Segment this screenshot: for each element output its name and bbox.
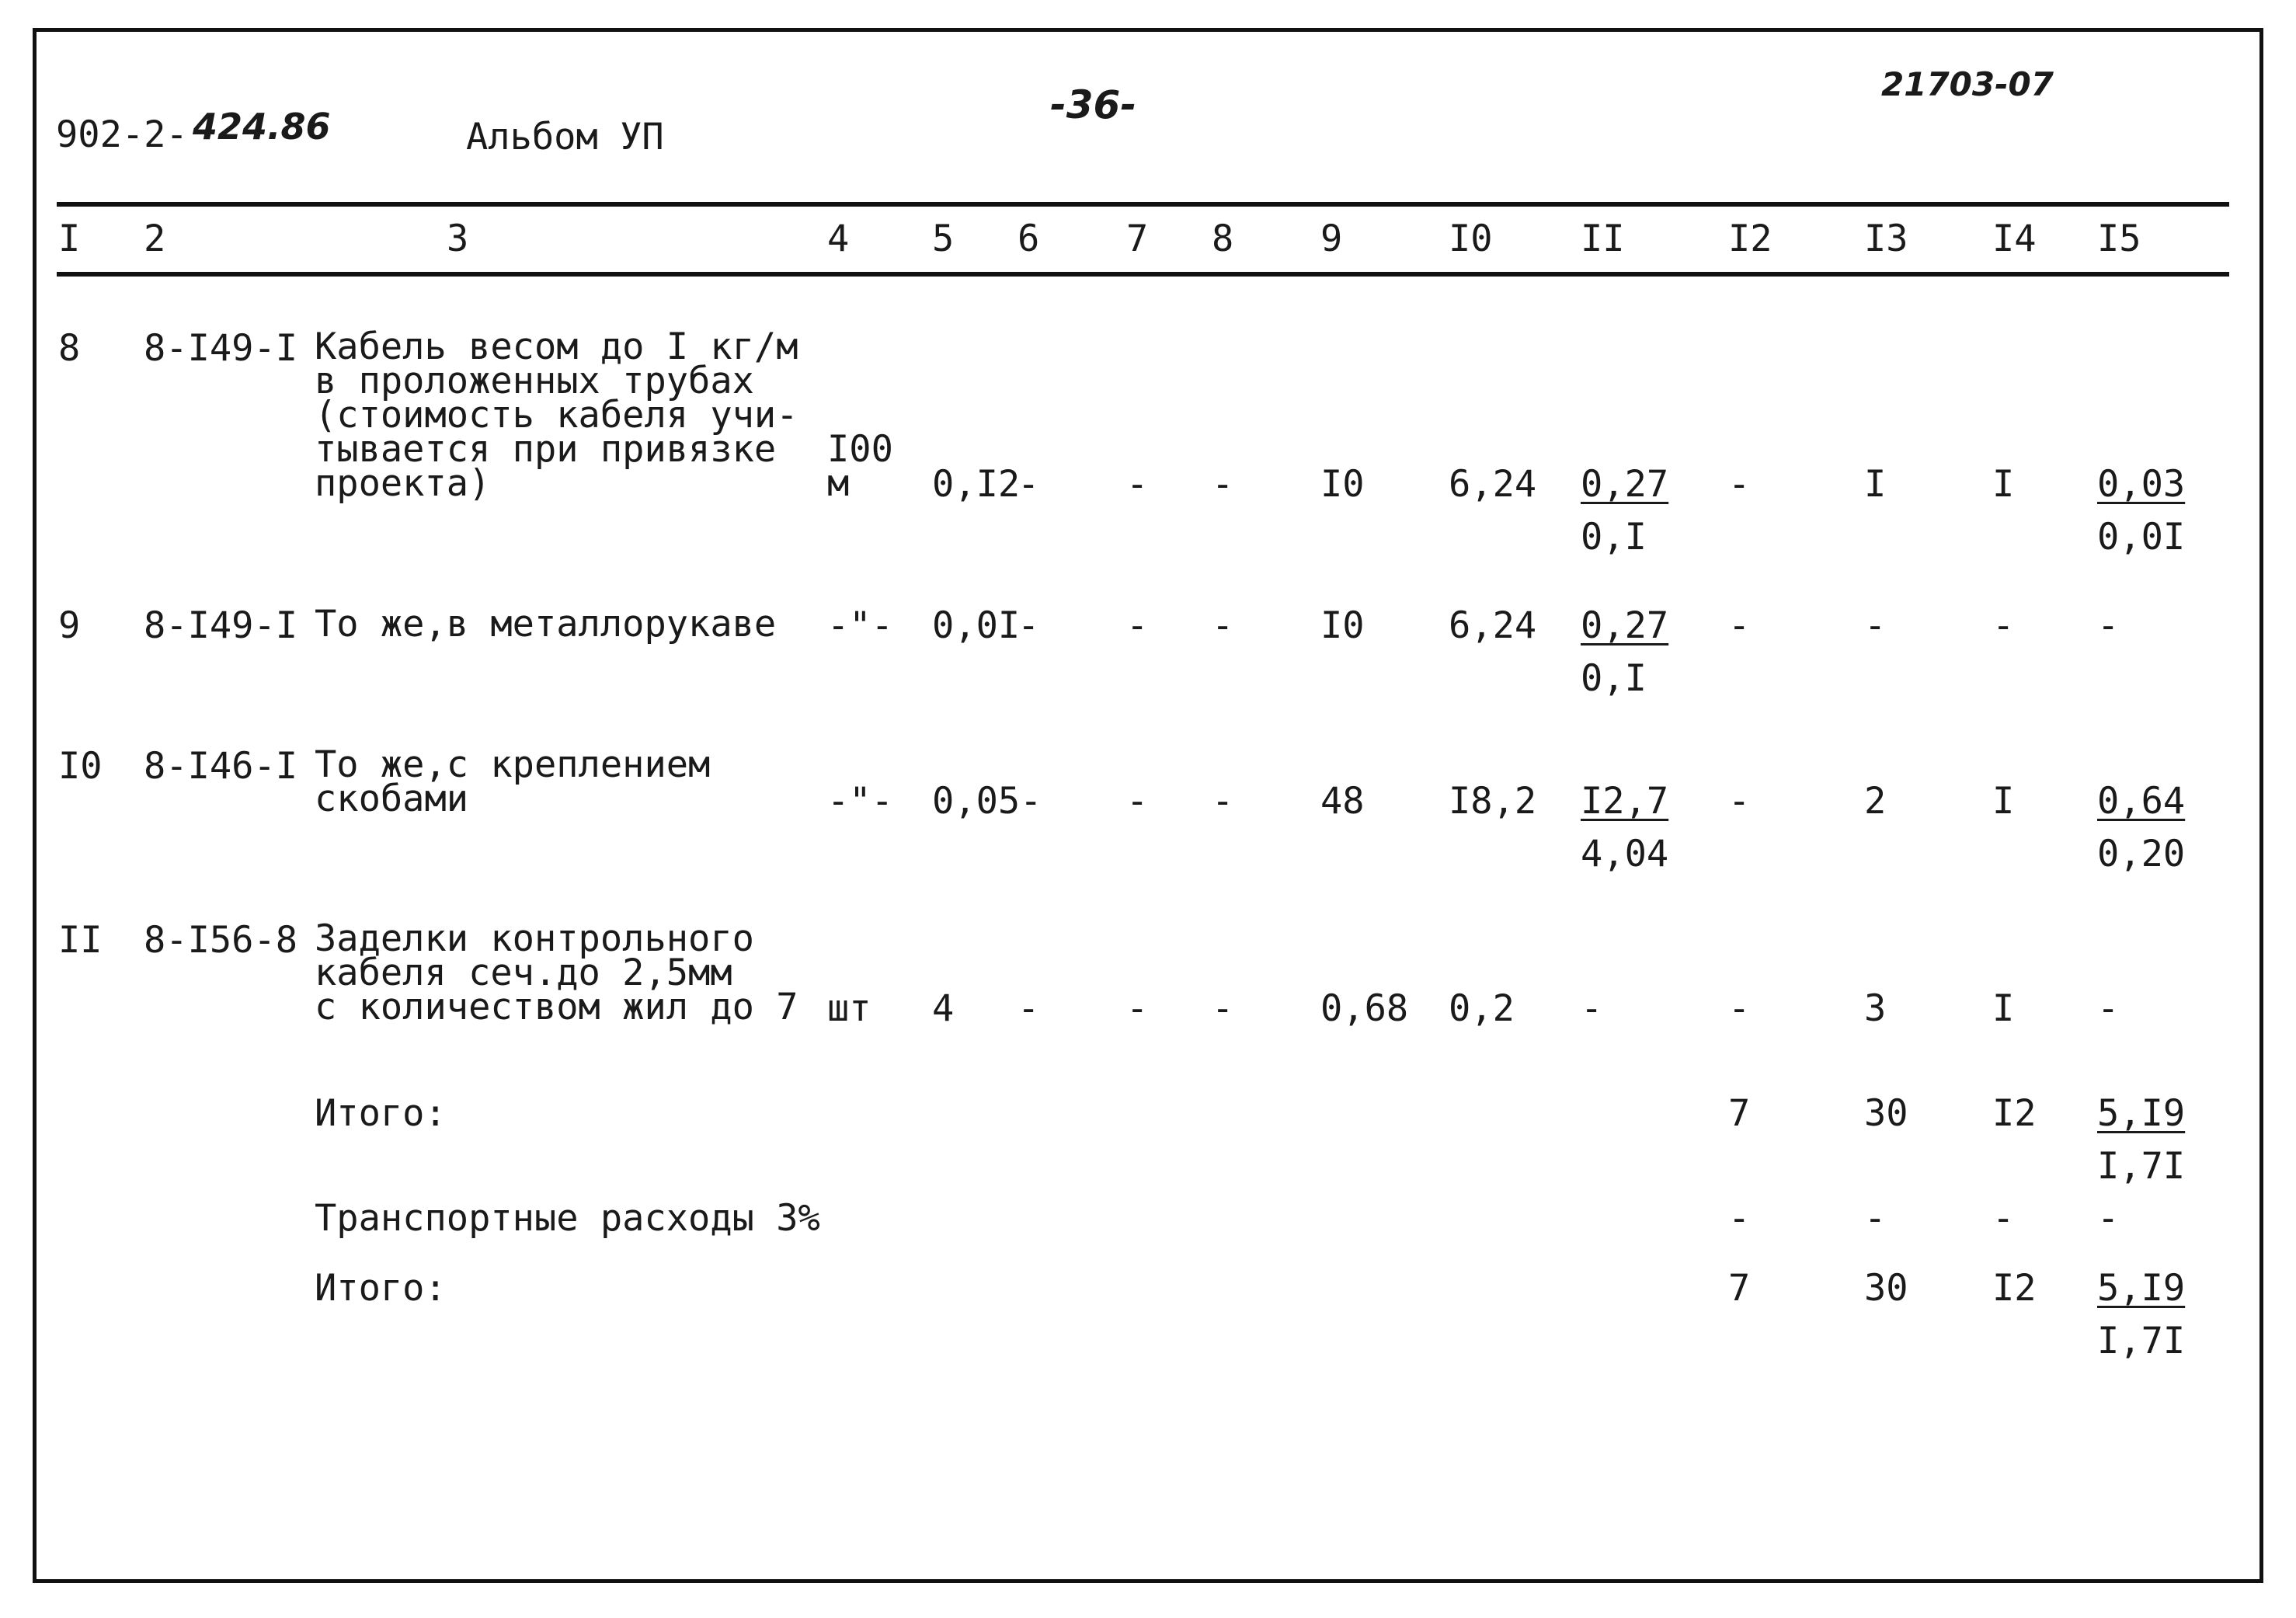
description-line: То же,с креплением xyxy=(315,743,711,786)
cell-c9: 48 xyxy=(1320,780,1365,823)
unit-of-measure: -"- xyxy=(827,780,893,823)
cell-c8: - xyxy=(1212,987,1234,1030)
header-rule-top xyxy=(57,202,2229,207)
total-c13: - xyxy=(1864,1197,1887,1240)
total-c14: - xyxy=(1992,1197,2015,1240)
cell-c13: - xyxy=(1864,604,1887,647)
cell-c5: 0,05- xyxy=(932,780,1042,823)
cell-c6: - xyxy=(1018,987,1040,1030)
description-line: тывается при привязке xyxy=(315,428,777,471)
total-label: Итого: xyxy=(315,1267,447,1310)
cell-c12: - xyxy=(1728,987,1751,1030)
column-number: I0 xyxy=(1449,217,1493,260)
work-description xyxy=(315,325,798,505)
cell-c7: - xyxy=(1126,987,1149,1030)
cell-c7: - xyxy=(1126,604,1149,647)
total-c13: 30 xyxy=(1864,1092,1908,1135)
column-number: 2 xyxy=(144,217,166,260)
cell-c13: 3 xyxy=(1864,987,1887,1030)
total-c15-bottom: I,7I xyxy=(2097,1320,2186,1362)
cell-c15-top: 0,64 xyxy=(2097,780,2186,823)
cell-c8: - xyxy=(1212,463,1234,506)
cell-c15-bottom: 0,0I xyxy=(2097,516,2186,558)
cell-c11-top: - xyxy=(1581,987,1603,1030)
cell-c15-top: - xyxy=(2097,604,2120,647)
cell-c11-bottom: 4,04 xyxy=(1581,833,1669,875)
column-number: I3 xyxy=(1864,217,1908,260)
description-line: в проложенных трубах xyxy=(315,360,754,402)
description-line: проекта) xyxy=(315,462,491,505)
total-label: Итого: xyxy=(315,1092,447,1135)
work-description xyxy=(315,917,798,1028)
cell-c9: 0,68 xyxy=(1320,987,1409,1030)
column-number: II xyxy=(1581,217,1625,260)
description-line: кабеля сеч.до 2,5мм xyxy=(315,952,732,994)
column-number: 3 xyxy=(447,217,469,260)
column-number: 7 xyxy=(1126,217,1149,260)
total-c14: I2 xyxy=(1992,1092,2037,1135)
document-number: 21703-07 xyxy=(1881,65,2054,103)
total-c12: 7 xyxy=(1728,1267,1751,1310)
rate-code: 8-I49-I xyxy=(144,327,298,370)
description-line: с количеством жил до 7 xyxy=(315,986,798,1028)
cell-c8: - xyxy=(1212,780,1234,823)
cell-c12: - xyxy=(1728,604,1751,647)
cell-c6: - xyxy=(1018,463,1040,506)
total-c15-top: 5,I9 xyxy=(2097,1267,2186,1310)
work-description xyxy=(315,603,777,645)
total-label: Транспортные расходы 3% xyxy=(315,1197,820,1240)
total-c12: - xyxy=(1728,1197,1751,1240)
cell-c13: 2 xyxy=(1864,780,1887,823)
column-number: 8 xyxy=(1212,217,1234,260)
cell-c8: - xyxy=(1212,604,1234,647)
rate-code: 8-I49-I xyxy=(144,604,298,647)
cell-c13: I xyxy=(1864,463,1887,506)
cell-c14: I xyxy=(1992,987,2015,1030)
unit-of-measure: -"- xyxy=(827,604,893,647)
cell-c11-top: 0,27 xyxy=(1581,463,1669,506)
cell-c9: I0 xyxy=(1320,463,1365,506)
cell-c14: - xyxy=(1992,604,2015,647)
row-number: 8 xyxy=(58,327,81,370)
column-number: I5 xyxy=(2097,217,2141,260)
cell-c5: 0,I2 xyxy=(932,463,1021,506)
total-c15-bottom: I,7I xyxy=(2097,1145,2186,1188)
column-number: 5 xyxy=(932,217,955,260)
column-number: 4 xyxy=(827,217,850,260)
page-number: -36- xyxy=(1050,82,1137,127)
row-number: I0 xyxy=(58,745,103,788)
cell-c15-bottom: 0,20 xyxy=(2097,833,2186,875)
unit-of-measure: I00 xyxy=(827,428,893,471)
cell-c15-top: - xyxy=(2097,987,2120,1030)
row-number: 9 xyxy=(58,604,81,647)
cell-c11-top: 0,27 xyxy=(1581,604,1669,647)
header-rule-bottom xyxy=(57,272,2229,277)
description-line: (стоимость кабеля учи- xyxy=(315,394,798,437)
cell-c7: - xyxy=(1126,780,1149,823)
work-description xyxy=(315,743,711,820)
cell-c10: 6,24 xyxy=(1449,604,1537,647)
cell-c11-bottom: 0,I xyxy=(1581,657,1647,700)
cell-c14: I xyxy=(1992,780,2015,823)
cell-c11-top: I2,7 xyxy=(1581,780,1669,823)
total-c15-top: 5,I9 xyxy=(2097,1092,2186,1135)
column-number: I xyxy=(58,217,81,260)
rate-code: 8-I46-I xyxy=(144,745,298,788)
cell-c9: I0 xyxy=(1320,604,1365,647)
cell-c5: 4 xyxy=(932,987,955,1030)
description-line: Кабель весом до I кг/м xyxy=(315,325,798,368)
cell-c12: - xyxy=(1728,463,1751,506)
rate-code: 8-I56-8 xyxy=(144,919,298,962)
cell-c15-top: 0,03 xyxy=(2097,463,2186,506)
total-c15-top: - xyxy=(2097,1197,2120,1240)
total-c13: 30 xyxy=(1864,1267,1908,1310)
cell-c7: - xyxy=(1126,463,1149,506)
row-number: II xyxy=(58,919,103,962)
column-number: I2 xyxy=(1728,217,1772,260)
cell-c10: I8,2 xyxy=(1449,780,1537,823)
cell-c5: 0,0I xyxy=(932,604,1021,647)
total-c14: I2 xyxy=(1992,1267,2037,1310)
cell-c14: I xyxy=(1992,463,2015,506)
document-code-prefix: 902-2- xyxy=(56,113,188,156)
column-number: 9 xyxy=(1320,217,1343,260)
unit-of-measure: м xyxy=(827,462,850,505)
description-line: скобами xyxy=(315,778,469,820)
document-code-handwritten: 424.86 xyxy=(193,106,331,148)
cell-c12: - xyxy=(1728,780,1751,823)
cell-c10: 6,24 xyxy=(1449,463,1537,506)
description-line: Заделки контрольного xyxy=(315,917,754,960)
column-number: I4 xyxy=(1992,217,2037,260)
cell-c11-bottom: 0,I xyxy=(1581,516,1647,558)
total-c12: 7 xyxy=(1728,1092,1751,1135)
column-number: 6 xyxy=(1018,217,1040,260)
cell-c6: - xyxy=(1018,604,1040,647)
description-line: То же,в металлорукаве xyxy=(315,603,777,645)
unit-of-measure: шт xyxy=(827,987,871,1030)
cell-c10: 0,2 xyxy=(1449,987,1515,1030)
album-title: Альбом УП xyxy=(466,116,664,158)
